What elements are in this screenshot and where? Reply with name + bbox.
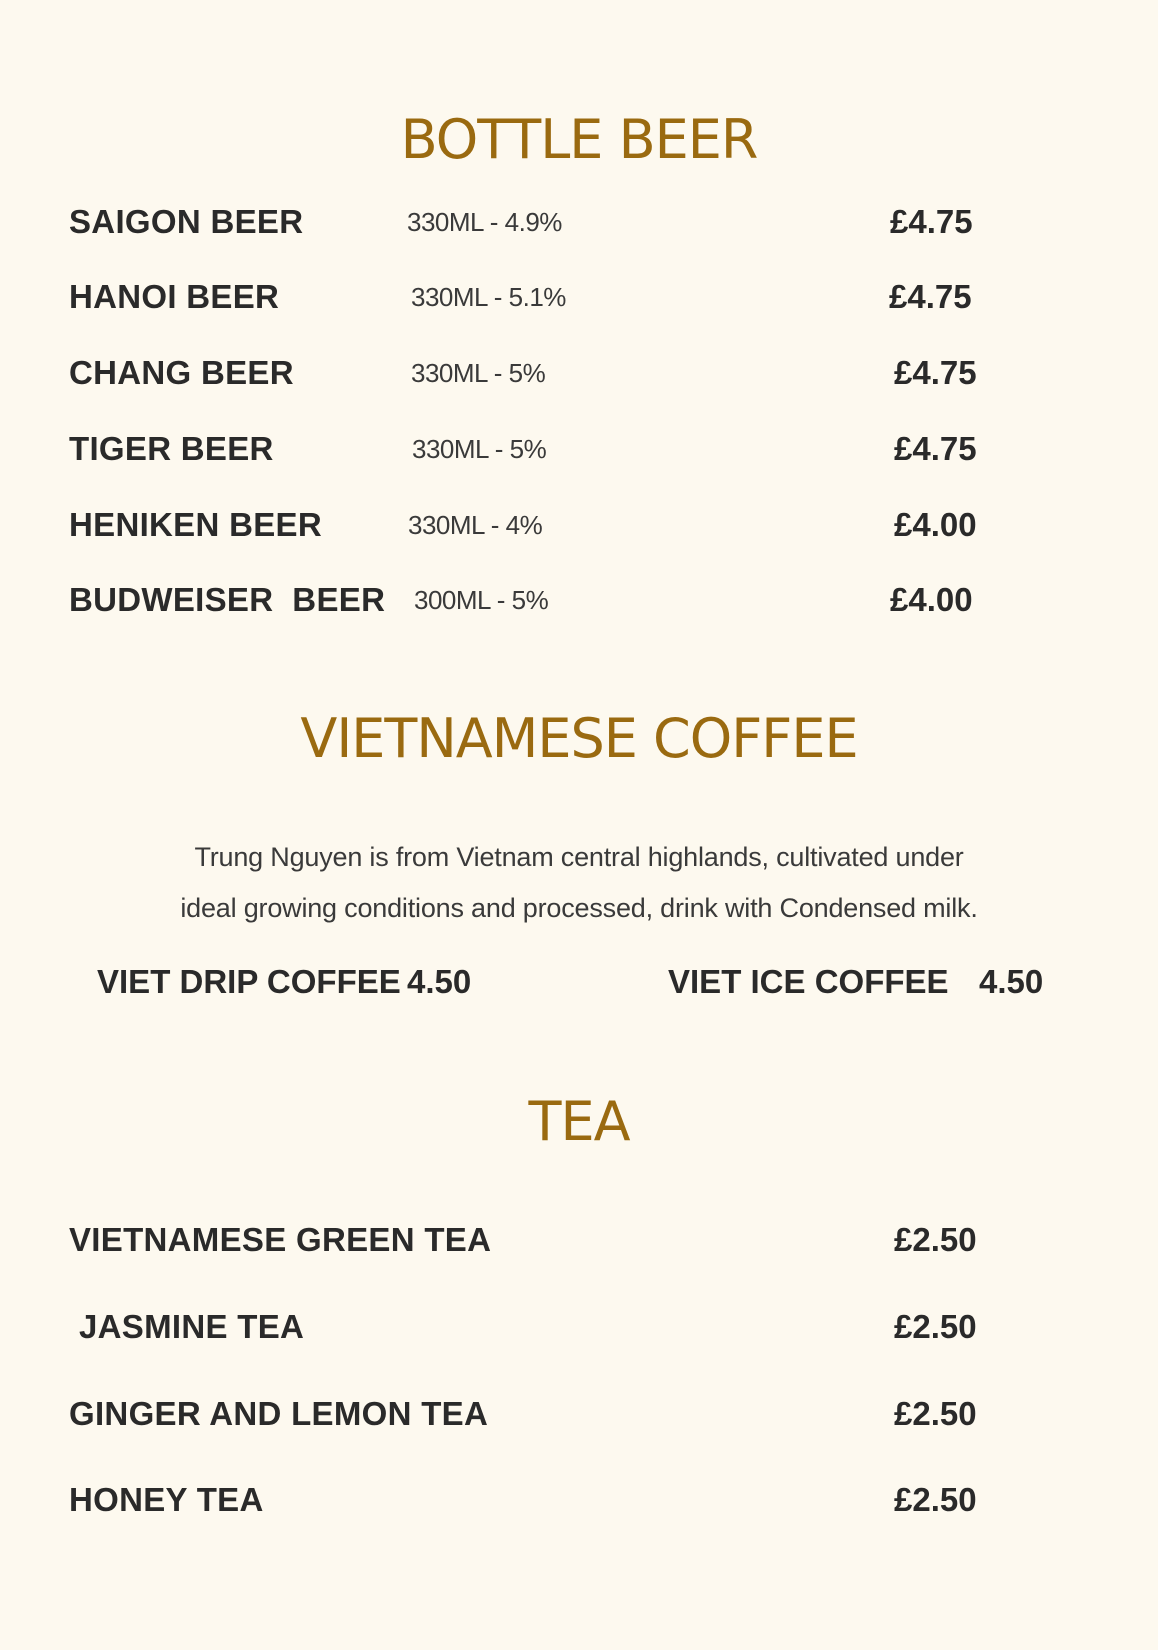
item-price: £4.75 <box>894 430 977 467</box>
item-name: HONEY TEA <box>69 1481 264 1518</box>
coffee-item-name: VIET ICE COFFEE <box>668 963 949 1000</box>
item-name: HENIKEN BEER <box>69 506 322 543</box>
coffee-item-name: VIET DRIP COFFEE <box>97 963 401 1000</box>
item-name: TIGER BEER <box>69 430 274 467</box>
menu-item-row <box>0 200 1158 244</box>
item-price: £4.75 <box>889 278 972 315</box>
item-name: CHANG BEER <box>69 354 294 391</box>
bottle-beer-heading: BOTTLE BEER <box>400 108 758 171</box>
item-name: BUDWEISER BEER <box>69 581 386 618</box>
item-name: SAIGON BEER <box>69 203 304 240</box>
item-volume: 330ML - 5% <box>412 434 547 464</box>
item-volume: 330ML - 5% <box>411 358 546 388</box>
coffee-items-row <box>0 960 1158 1004</box>
item-price: £2.50 <box>894 1395 977 1432</box>
item-price: £4.00 <box>890 581 973 618</box>
item-name: JASMINE TEA <box>79 1308 305 1345</box>
coffee-description-line: Trung Nguyen is from Vietnam central highlands, cultivated under <box>194 842 964 872</box>
menu-item-row <box>0 275 1158 319</box>
vietnamese-coffee-heading: VIETNAMESE COFFEE <box>300 707 858 770</box>
item-price: £4.75 <box>894 354 977 391</box>
item-price: £2.50 <box>894 1481 977 1518</box>
item-volume: 330ML - 5.1% <box>411 282 566 312</box>
coffee-item-price: 4.50 <box>979 963 1044 1000</box>
coffee-item-price: 4.50 <box>407 963 472 1000</box>
item-name: HANOI BEER <box>69 278 280 315</box>
item-volume: 330ML - 4% <box>408 510 543 540</box>
item-name: VIETNAMESE GREEN TEA <box>69 1221 492 1258</box>
item-volume: 300ML - 5% <box>414 585 549 615</box>
menu-item-row <box>0 1218 1158 1262</box>
item-price: £2.50 <box>894 1308 977 1345</box>
item-volume: 330ML - 4.9% <box>407 207 562 237</box>
menu-item-row <box>0 427 1158 471</box>
tea-heading: TEA <box>528 1090 630 1153</box>
menu-item-row <box>0 351 1158 395</box>
item-price: £4.75 <box>890 203 973 240</box>
menu-item-row <box>0 1392 1158 1436</box>
menu-item-row <box>0 1478 1158 1522</box>
item-name: GINGER AND LEMON TEA <box>69 1395 489 1432</box>
item-price: £4.00 <box>894 506 977 543</box>
menu-item-row <box>0 503 1158 547</box>
menu-item-row <box>0 578 1158 622</box>
coffee-description-line: ideal growing conditions and processed, drink with Condensed milk. <box>180 893 978 923</box>
item-price: £2.50 <box>894 1221 977 1258</box>
menu-item-row <box>0 1305 1158 1349</box>
